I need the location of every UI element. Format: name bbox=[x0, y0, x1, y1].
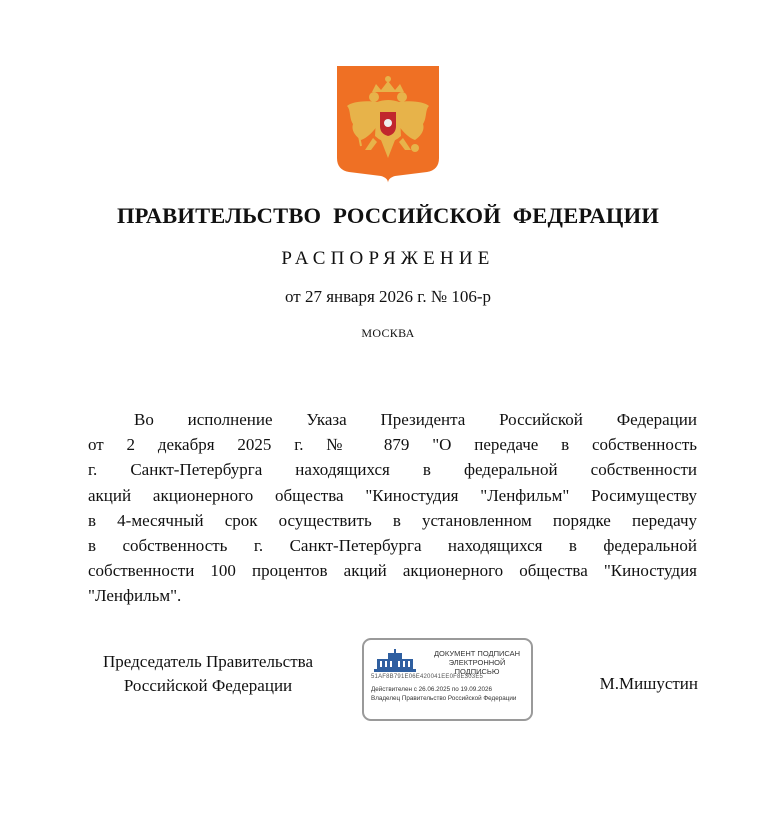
coat-of-arms-icon bbox=[337, 66, 439, 183]
signatory-name: М.Мишустин bbox=[599, 674, 698, 693]
stamp-title-line: ЭЛЕКТРОННОЙ ПОДПИСЬЮ bbox=[448, 658, 506, 676]
electronic-signature-stamp bbox=[362, 638, 533, 721]
signatory-position-line: Российской Федерации bbox=[123, 676, 293, 695]
order-text-line: г. Санкт-Петербурга находящихся в федеральной собственности bbox=[88, 460, 697, 480]
order-text-line: "Ленфильм". bbox=[88, 586, 182, 606]
certificate-owner: Владелец Правительство Российской Федерации bbox=[371, 695, 517, 702]
stamp-title-line: ДОКУМЕНТ ПОДПИСАН bbox=[433, 649, 521, 658]
government-building-icon bbox=[372, 649, 418, 673]
order-text-line: акций акционерного общества "Киностудия "Ленфильм" Росимуществу bbox=[88, 485, 697, 505]
order-text-line: в собственность г. Санкт-Петербурга находящихся в федеральной bbox=[88, 535, 697, 555]
government-name: ПРАВИТЕЛЬСТВО РОССИЙСКОЙ ФЕДЕРАЦИИ bbox=[116, 203, 660, 228]
order-text bbox=[88, 407, 697, 609]
signatory-position bbox=[88, 650, 328, 698]
order-text-line: собственности 100 процентов акций акционерного общества "Киностудия bbox=[88, 561, 697, 581]
city-name: МОСКВА bbox=[361, 326, 415, 340]
document-type: РАСПОРЯЖЕНИЕ bbox=[281, 248, 495, 269]
order-text-line: Во исполнение Указа Президента Российской Федерации bbox=[134, 410, 697, 429]
certificate-serial: 51AF8B791E06E420041EE0F8E303E5 bbox=[371, 674, 484, 680]
order-text-line: в 4-месячный срок осуществить в установленном порядке передачу bbox=[88, 510, 697, 530]
certificate-validity: Действителен с 26.06.2025 по 19.09.2026 bbox=[371, 686, 493, 693]
stamp-title bbox=[428, 649, 526, 676]
document-date-number: от 27 января 2026 г. № 106-р bbox=[285, 287, 491, 306]
order-text-line: от 2 декабря 2025 г. № 879 "О передаче в собственность bbox=[88, 435, 697, 455]
signatory-position-line: Председатель Правительства bbox=[102, 652, 314, 671]
